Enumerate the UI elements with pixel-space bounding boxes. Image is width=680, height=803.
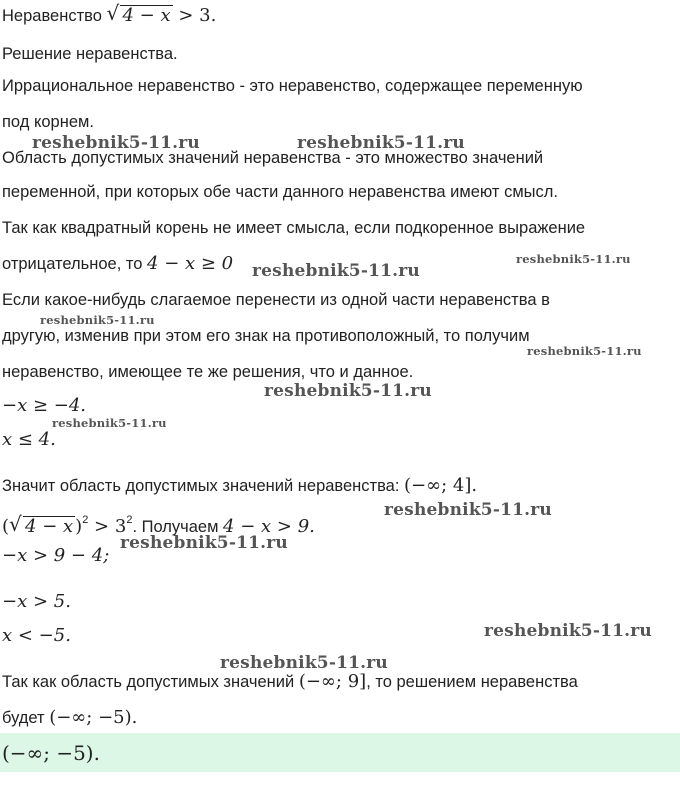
watermark: reshebnik5-11.ru	[484, 621, 652, 641]
watermark: reshebnik5-11.ru	[384, 500, 552, 520]
radical-sign-2: √	[9, 512, 22, 536]
square-middle: > 3	[88, 516, 127, 537]
step-3: −x > 9 − 4;	[2, 545, 110, 566]
watermark: reshebnik5-11.ru	[220, 653, 388, 673]
watermark: reshebnik5-11.ru	[527, 344, 642, 358]
watermark: reshebnik5-11.ru	[52, 416, 167, 430]
watermark: reshebnik5-11.ru	[32, 133, 200, 153]
radical-sign: √	[106, 1, 120, 25]
definition-line-2: под корнем.	[2, 113, 94, 131]
transfer-line-1: Если какое-нибудь слагаемое перенести из одной части неравенства в	[2, 291, 550, 309]
transfer-line-2: другую, изменив при этом его знак на противоположный, то получим	[2, 327, 530, 345]
watermark: reshebnik5-11.ru	[516, 252, 631, 266]
definition-line-1: Иррациональное неравенство - это неравенство, содержащее переменную	[2, 77, 583, 95]
sqrt-note-line-2	[2, 253, 233, 275]
step-4: −x > 5.	[2, 591, 71, 612]
conclusion-line-2	[2, 707, 137, 729]
watermark: reshebnik5-11.ru	[252, 261, 420, 281]
sqrt-note-text: отрицательное, то	[2, 255, 148, 273]
watermark: reshebnik5-11.ru	[264, 381, 432, 401]
odz-result-math: (−∞; 4].	[404, 475, 478, 496]
conclusion-text: Так как область допустимых значений	[2, 673, 299, 691]
conclusion-2-math: (−∞; −5).	[49, 707, 138, 728]
conclusion-math: (−∞; 9]	[298, 671, 367, 692]
problem-rhs: > 3.	[172, 5, 217, 26]
answer-box	[0, 733, 680, 772]
square-radicand: 4 − x	[25, 516, 74, 537]
square-math: 4 − x > 9.	[223, 516, 315, 537]
watermark: reshebnik5-11.ru	[120, 533, 288, 553]
square-text: . Получаем	[132, 518, 224, 536]
odz-definition-line-1: Область допустимых значений неравенства - это множество значений	[2, 149, 544, 167]
odz-definition-line-2: переменной, при которых обе части данного неравенства имеют смысл.	[2, 183, 558, 201]
sqrt-note-math: 4 − x ≥ 0	[147, 253, 234, 274]
square-power-2: 2	[126, 514, 133, 526]
square-sqrt	[9, 512, 75, 538]
solution-heading: Решение неравенства.	[2, 45, 178, 63]
problem-sqrt	[106, 1, 172, 27]
square-close-paren: )	[75, 516, 83, 537]
problem-radicand: 4 − x	[122, 5, 171, 26]
transfer-line-3: неравенство, имеющее те же решения, что и данное.	[2, 363, 414, 381]
step-1: −x ≥ −4.	[2, 395, 87, 416]
step-5: x < −5.	[2, 625, 71, 646]
conclusion-line-1	[2, 671, 578, 693]
square-open-paren: (	[2, 516, 10, 537]
sqrt-note-line-1: Так как квадратный корень не имеет смысла, если подкоренное выражение	[2, 219, 586, 237]
problem-label: Неравенство	[2, 7, 102, 25]
watermark: reshebnik5-11.ru	[297, 133, 465, 153]
problem-statement	[2, 1, 217, 27]
square-power: 2	[82, 514, 89, 526]
step-2: x ≤ 4.	[2, 429, 56, 450]
watermark: reshebnik5-11.ru	[40, 313, 155, 327]
odz-result	[2, 475, 477, 497]
odz-result-text: Значит область допустимых значений неравенства:	[2, 477, 405, 495]
conclusion-2-text: будет	[2, 709, 50, 727]
conclusion-tail: , то решением неравенства	[366, 673, 578, 691]
answer-text: (−∞; −5).	[2, 741, 100, 765]
